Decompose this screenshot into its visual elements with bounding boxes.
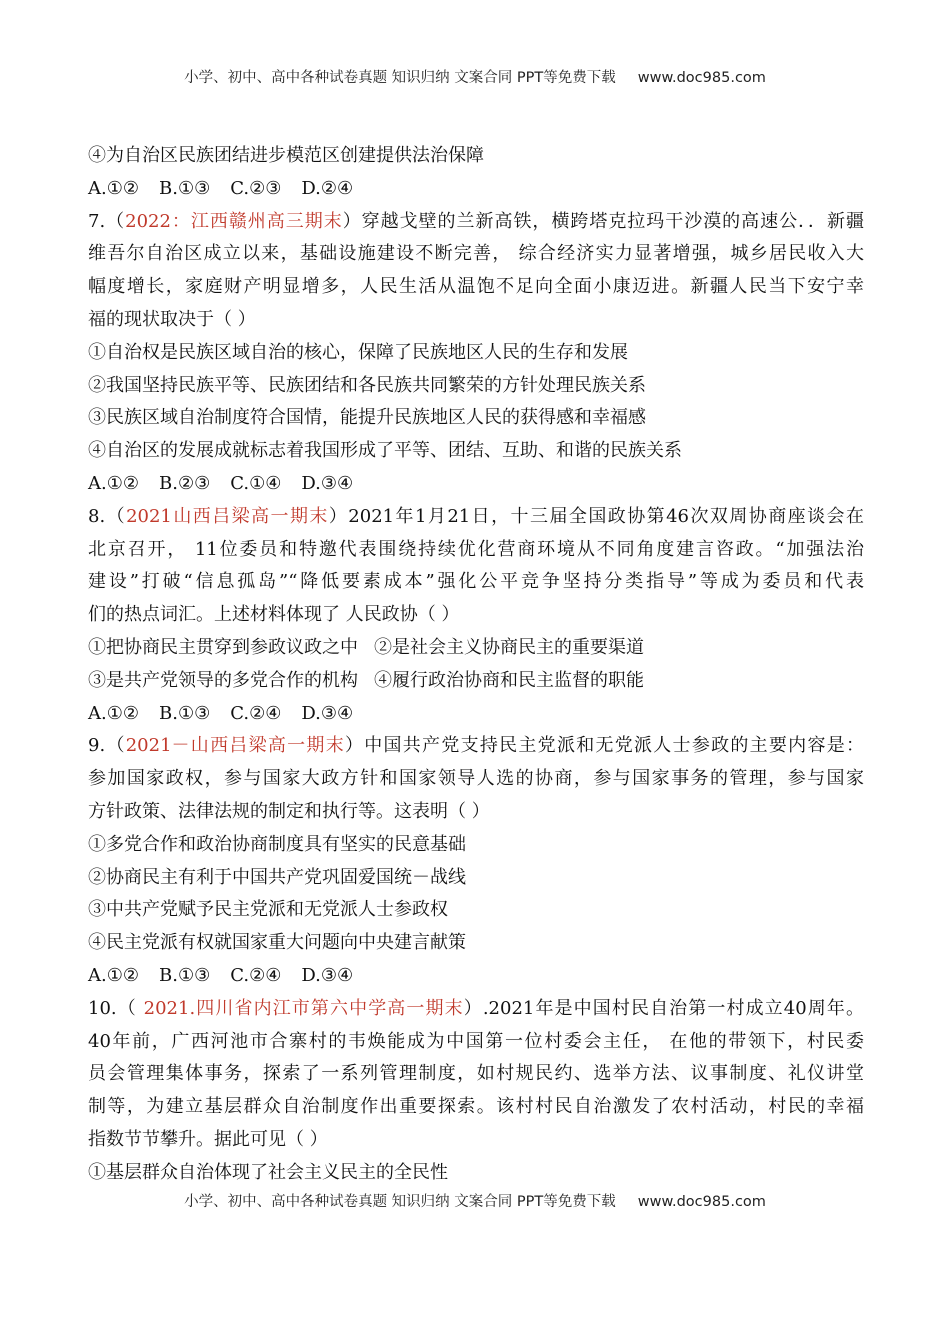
- q8-options: [88, 698, 864, 731]
- q10-stem-line-1: [88, 993, 864, 1026]
- q7-options: [88, 468, 864, 501]
- q6-options: [88, 173, 864, 206]
- q8-item-4: ④履行政治协商和民主监督的职能: [374, 669, 644, 691]
- q9-source: 2021－山西吕梁高一期末: [125, 735, 345, 757]
- q10-number: 10.（: [88, 997, 144, 1019]
- q7-source: 2022：江西赣州高三期末: [125, 210, 343, 232]
- q9-option-a: A.①②: [88, 964, 139, 986]
- q9-option-c: C.②④: [230, 964, 282, 986]
- q9-stem-line-1: [88, 730, 864, 763]
- footer-url[interactable]: www.doc985.com: [637, 1194, 766, 1210]
- q9-item-3: ③中共产党赋予民主党派和无党派人士参政权: [88, 899, 448, 921]
- q7-number: 7.（: [88, 210, 126, 232]
- q8-item-3: ③是共产党领导的多党合作的机构: [88, 669, 358, 691]
- q10-source: 2021.四川省内江市第六中学高一期末: [143, 997, 464, 1019]
- footer-text: 小学、初中、高中各种试卷真题 知识归纳 文案合同 PPT等免费下载: [184, 1194, 616, 1210]
- q8-source: 2021山西吕梁高一期末: [126, 505, 329, 527]
- q9-options: [88, 960, 864, 993]
- q9-option-d: D.③④: [301, 964, 354, 986]
- q9-item-1: ①多党合作和政治协商制度具有坚实的民意基础: [88, 833, 466, 855]
- q9-stem-line-2: 参加国家政权，参与国家大政方针和国家领导人选的协商，参与国家事务的管理，参与国家: [88, 768, 864, 790]
- q7-item-3: ③民族区域自治制度符合国情，能提升民族地区人民的获得感和幸福感: [88, 407, 646, 429]
- q8-item-2: ②是社会主义协商民主的重要渠道: [374, 636, 644, 658]
- q10-item-1: ①基层群众自治体现了社会主义民主的全民性: [88, 1161, 448, 1183]
- page-header: [0, 66, 950, 87]
- q7-option-a: A.①②: [88, 472, 139, 494]
- q10-stem-line-5: 指数节节攀升。据此可见（ ）: [88, 1128, 328, 1150]
- q7-stem-line-3: 幅度增长，家庭财产明显增多，人民生活从温饱不足向全面小康迈进。新疆人民当下安宁幸: [88, 276, 864, 298]
- q8-option-d: D.③④: [301, 702, 354, 724]
- q10-stem-line-3: 员会管理集体事务，探索了一系列管理制度，如村规民约、选举方法、议事制度、礼仪讲堂: [88, 1063, 864, 1085]
- q7-item-1: ①自治权是民族区域自治的核心，保障了民族地区人民的生存和发展: [88, 341, 628, 363]
- q8-stem-line-2: 北京召开， 11位委员和特邀代表围绕持续优化营商环境从不同角度建言咨政。“加强法治: [88, 538, 864, 560]
- page-footer: [0, 1190, 950, 1211]
- q7-option-d: D.③④: [301, 472, 354, 494]
- q8-option-b: B.①③: [159, 702, 211, 724]
- document-body: [88, 140, 864, 1190]
- header-url[interactable]: www.doc985.com: [637, 70, 766, 86]
- q8-stem-text: ）2021年1月21日，十三届全国政协第46次双周协商座谈会在: [328, 505, 864, 527]
- q6-item-4: ④为自治区民族团结进步模范区创建提供法治保障: [88, 145, 484, 166]
- q6-option-d: D.②④: [301, 177, 354, 199]
- q8-items-row-2: [88, 665, 864, 698]
- q8-stem-line-1: [88, 501, 864, 534]
- q8-stem-line-3: 建设”打破“信息孤岛”“降低要素成本”强化公平竞争坚持分类指导”等成为委员和代表: [88, 571, 864, 593]
- q10-stem-text: ）.2021年是中国村民自治第一村成立40周年。: [463, 997, 864, 1019]
- q8-item-1: ①把协商民主贯穿到参政议政之中: [88, 636, 358, 658]
- q9-number: 9.（: [88, 735, 126, 757]
- q7-option-b: B.②③: [159, 472, 211, 494]
- q7-option-c: C.①④: [230, 472, 282, 494]
- q9-stem-text: ）中国共产党支持民主党派和无党派人士参政的主要内容是：: [344, 735, 864, 757]
- q9-item-2: ②协商民主有利于中国共产党巩固爱国统－战线: [88, 866, 466, 888]
- q7-item-4: ④自治区的发展成就标志着我国形成了平等、团结、互助、和谐的民族关系: [88, 440, 682, 462]
- q8-number: 8.（: [88, 505, 127, 527]
- q7-stem-line-4: 福的现状取决于（ ）: [88, 308, 256, 330]
- q8-stem-line-4: 们的热点词汇。上述材料体现了 人民政协（ ）: [88, 604, 460, 626]
- q6-option-a: A.①②: [88, 177, 139, 199]
- q8-items-row-1: [88, 632, 864, 665]
- q6-option-c: C.②③: [230, 177, 282, 199]
- q9-item-4: ④民主党派有权就国家重大问题向中央建言献策: [88, 932, 466, 954]
- q9-stem-line-3: 方针政策、法律法规的制定和执行等。这表明（ ）: [88, 800, 490, 822]
- q10-stem-line-2: 40年前，广西河池市合寨村的韦焕能成为中国第一位村委会主任， 在他的带领下，村民委: [88, 1030, 864, 1052]
- q8-option-c: C.②④: [230, 702, 282, 724]
- q9-option-b: B.①③: [159, 964, 211, 986]
- q6-option-b: B.①③: [159, 177, 211, 199]
- q8-option-a: A.①②: [88, 702, 139, 724]
- header-text: 小学、初中、高中各种试卷真题 知识归纳 文案合同 PPT等免费下载: [184, 70, 616, 86]
- q7-item-2: ②我国坚持民族平等、民族团结和各民族共同繁荣的方针处理民族关系: [88, 374, 646, 396]
- q10-stem-line-4: 制等，为建立基层群众自治制度作出重要探索。该村村民自治激发了农村活动，村民的幸福: [88, 1096, 864, 1118]
- q7-stem-line-1: [88, 206, 864, 239]
- q7-stem-line-2: 维吾尔自治区成立以来，基础设施建设不断完善， 综合经济实力显著增强，城乡居民收入大: [88, 243, 864, 265]
- q7-stem-text: ）穿越戈壁的兰新高铁，横跨塔克拉玛干沙漠的高速公．．新疆: [342, 210, 864, 232]
